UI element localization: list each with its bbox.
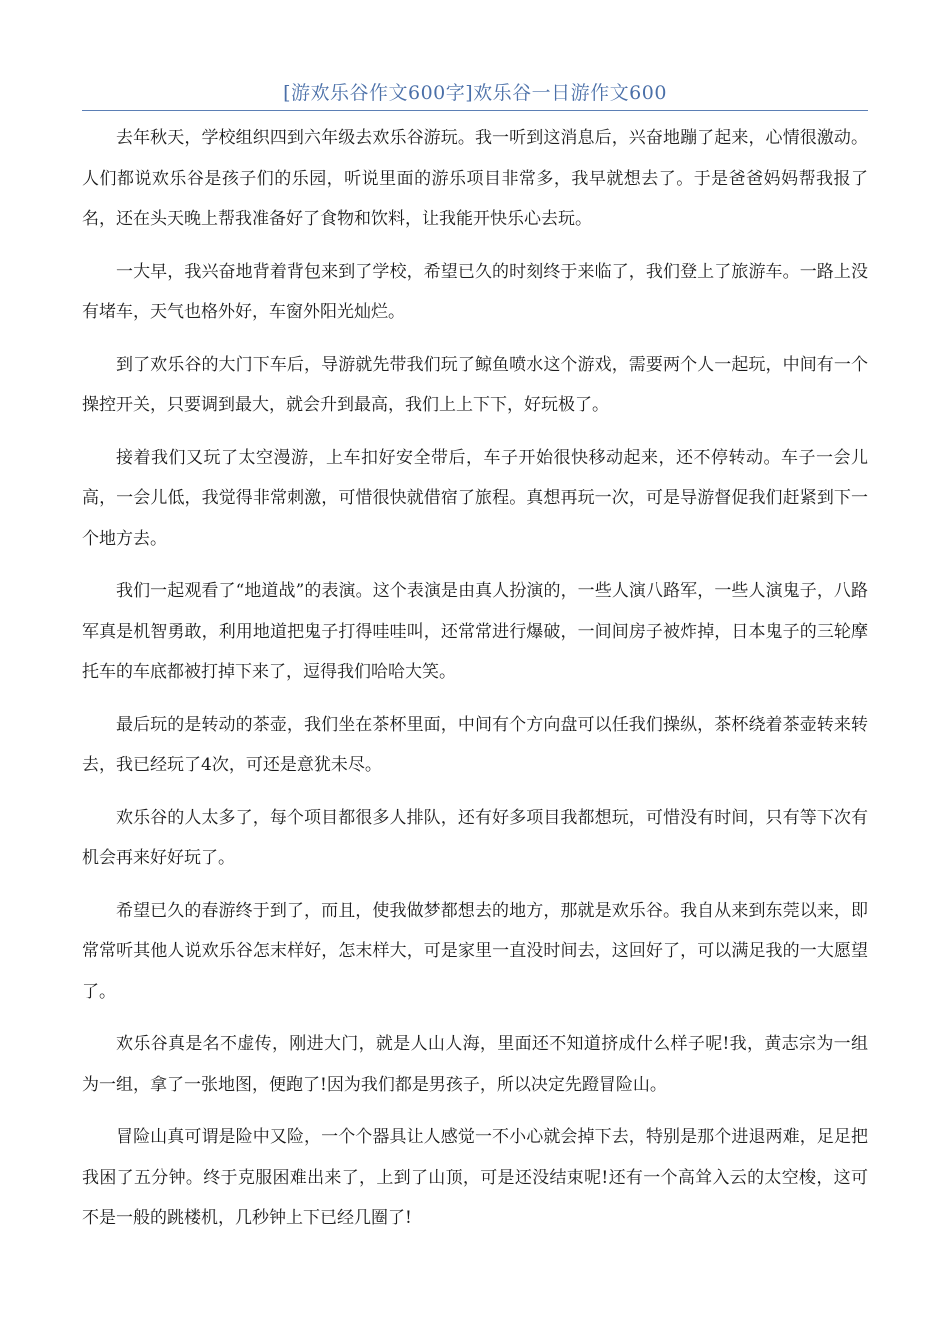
page-header — [82, 80, 868, 111]
paragraph-3: 到了欢乐谷的大门下车后，导游就先带我们玩了鲸鱼喷水这个游戏，需要两个人一起玩，中间有一个操控开关，只要调到最大，就会升到最高，我们上上下下，好玩极了。 — [82, 354, 868, 415]
paragraph-5: 我们一起观看了“地道战”的表演。这个表演是由真人扮演的，一些人演八路军，一些人演鬼子，八路军真是机智勇敢，利用地道把鬼子打得哇哇叫，还常常进行爆破，一间间房子被炸掉，日本鬼子的三轮摩托车的车底都被打掉下来了，逗得我们哈哈大笑。 — [82, 581, 868, 682]
paragraph-9: 欢乐谷真是名不虚传，刚进大门，就是人山人海，里面还不知道挤成什么样子呢!我，黄志宗为一组为一组，拿了一张地图，便跑了!因为我们都是男孩子，所以决定先蹬冒险山。 — [82, 1034, 868, 1095]
paragraph-4: 接着我们又玩了太空漫游，上车扣好安全带后，车子开始很快移动起来，还不停转动。车子一会儿高，一会儿低，我觉得非常刺激，可惜很快就借宿了旅程。真想再玩一次，可是导游督促我们赶紧到下一个地方去。 — [82, 447, 868, 549]
paragraph-6: 最后玩的是转动的茶壶，我们坐在茶杯里面，中间有个方向盘可以任我们操纵，茶杯绕着茶壶转来转去，我已经玩了4次，可还是意犹未尽。 — [82, 714, 868, 775]
paragraph-10: 冒险山真可谓是险中又险，一个个器具让人感觉一不小心就会掉下去，特别是那个进退两难，足足把我困了五分钟。终于克服困难出来了，上到了山顶，可是还没结束呢!还有一个高耸入云的太空梭，这可不是一般的跳楼机，几秒钟上下已经几圈了! — [82, 1127, 868, 1228]
paragraph-2: 一大早，我兴奋地背着背包来到了学校，希望已久的时刻终于来临了，我们登上了旅游车。一路上没有堵车，天气也格外好，车窗外阳光灿烂。 — [82, 261, 868, 322]
paragraph-8: 希望已久的春游终于到了，而且，使我做梦都想去的地方，那就是欢乐谷。我自从来到东莞以来，即常常听其他人说欢乐谷怎末样好，怎末样大，可是家里一直没时间去，这回好了，可以满足我的一大愿望了。 — [82, 900, 868, 1002]
article-body — [82, 118, 868, 1251]
paragraph-7: 欢乐谷的人太多了，每个项目都很多人排队，还有好多项目我都想玩，可惜没有时间，只有等下次有机会再来好好玩了。 — [82, 807, 868, 868]
document-title: [游欢乐谷作文600字]欢乐谷一日游作文600 — [283, 82, 667, 104]
paragraph-1: 去年秋天，学校组织四到六年级去欢乐谷游玩。我一听到这消息后，兴奋地蹦了起来，心情很激动。人们都说欢乐谷是孩子们的乐园，听说里面的游乐项目非常多，我早就想去了。于是爸爸妈妈帮我报了名，还在头天晚上帮我准备好了食物和饮料，让我能开快乐心去玩。 — [82, 128, 868, 229]
